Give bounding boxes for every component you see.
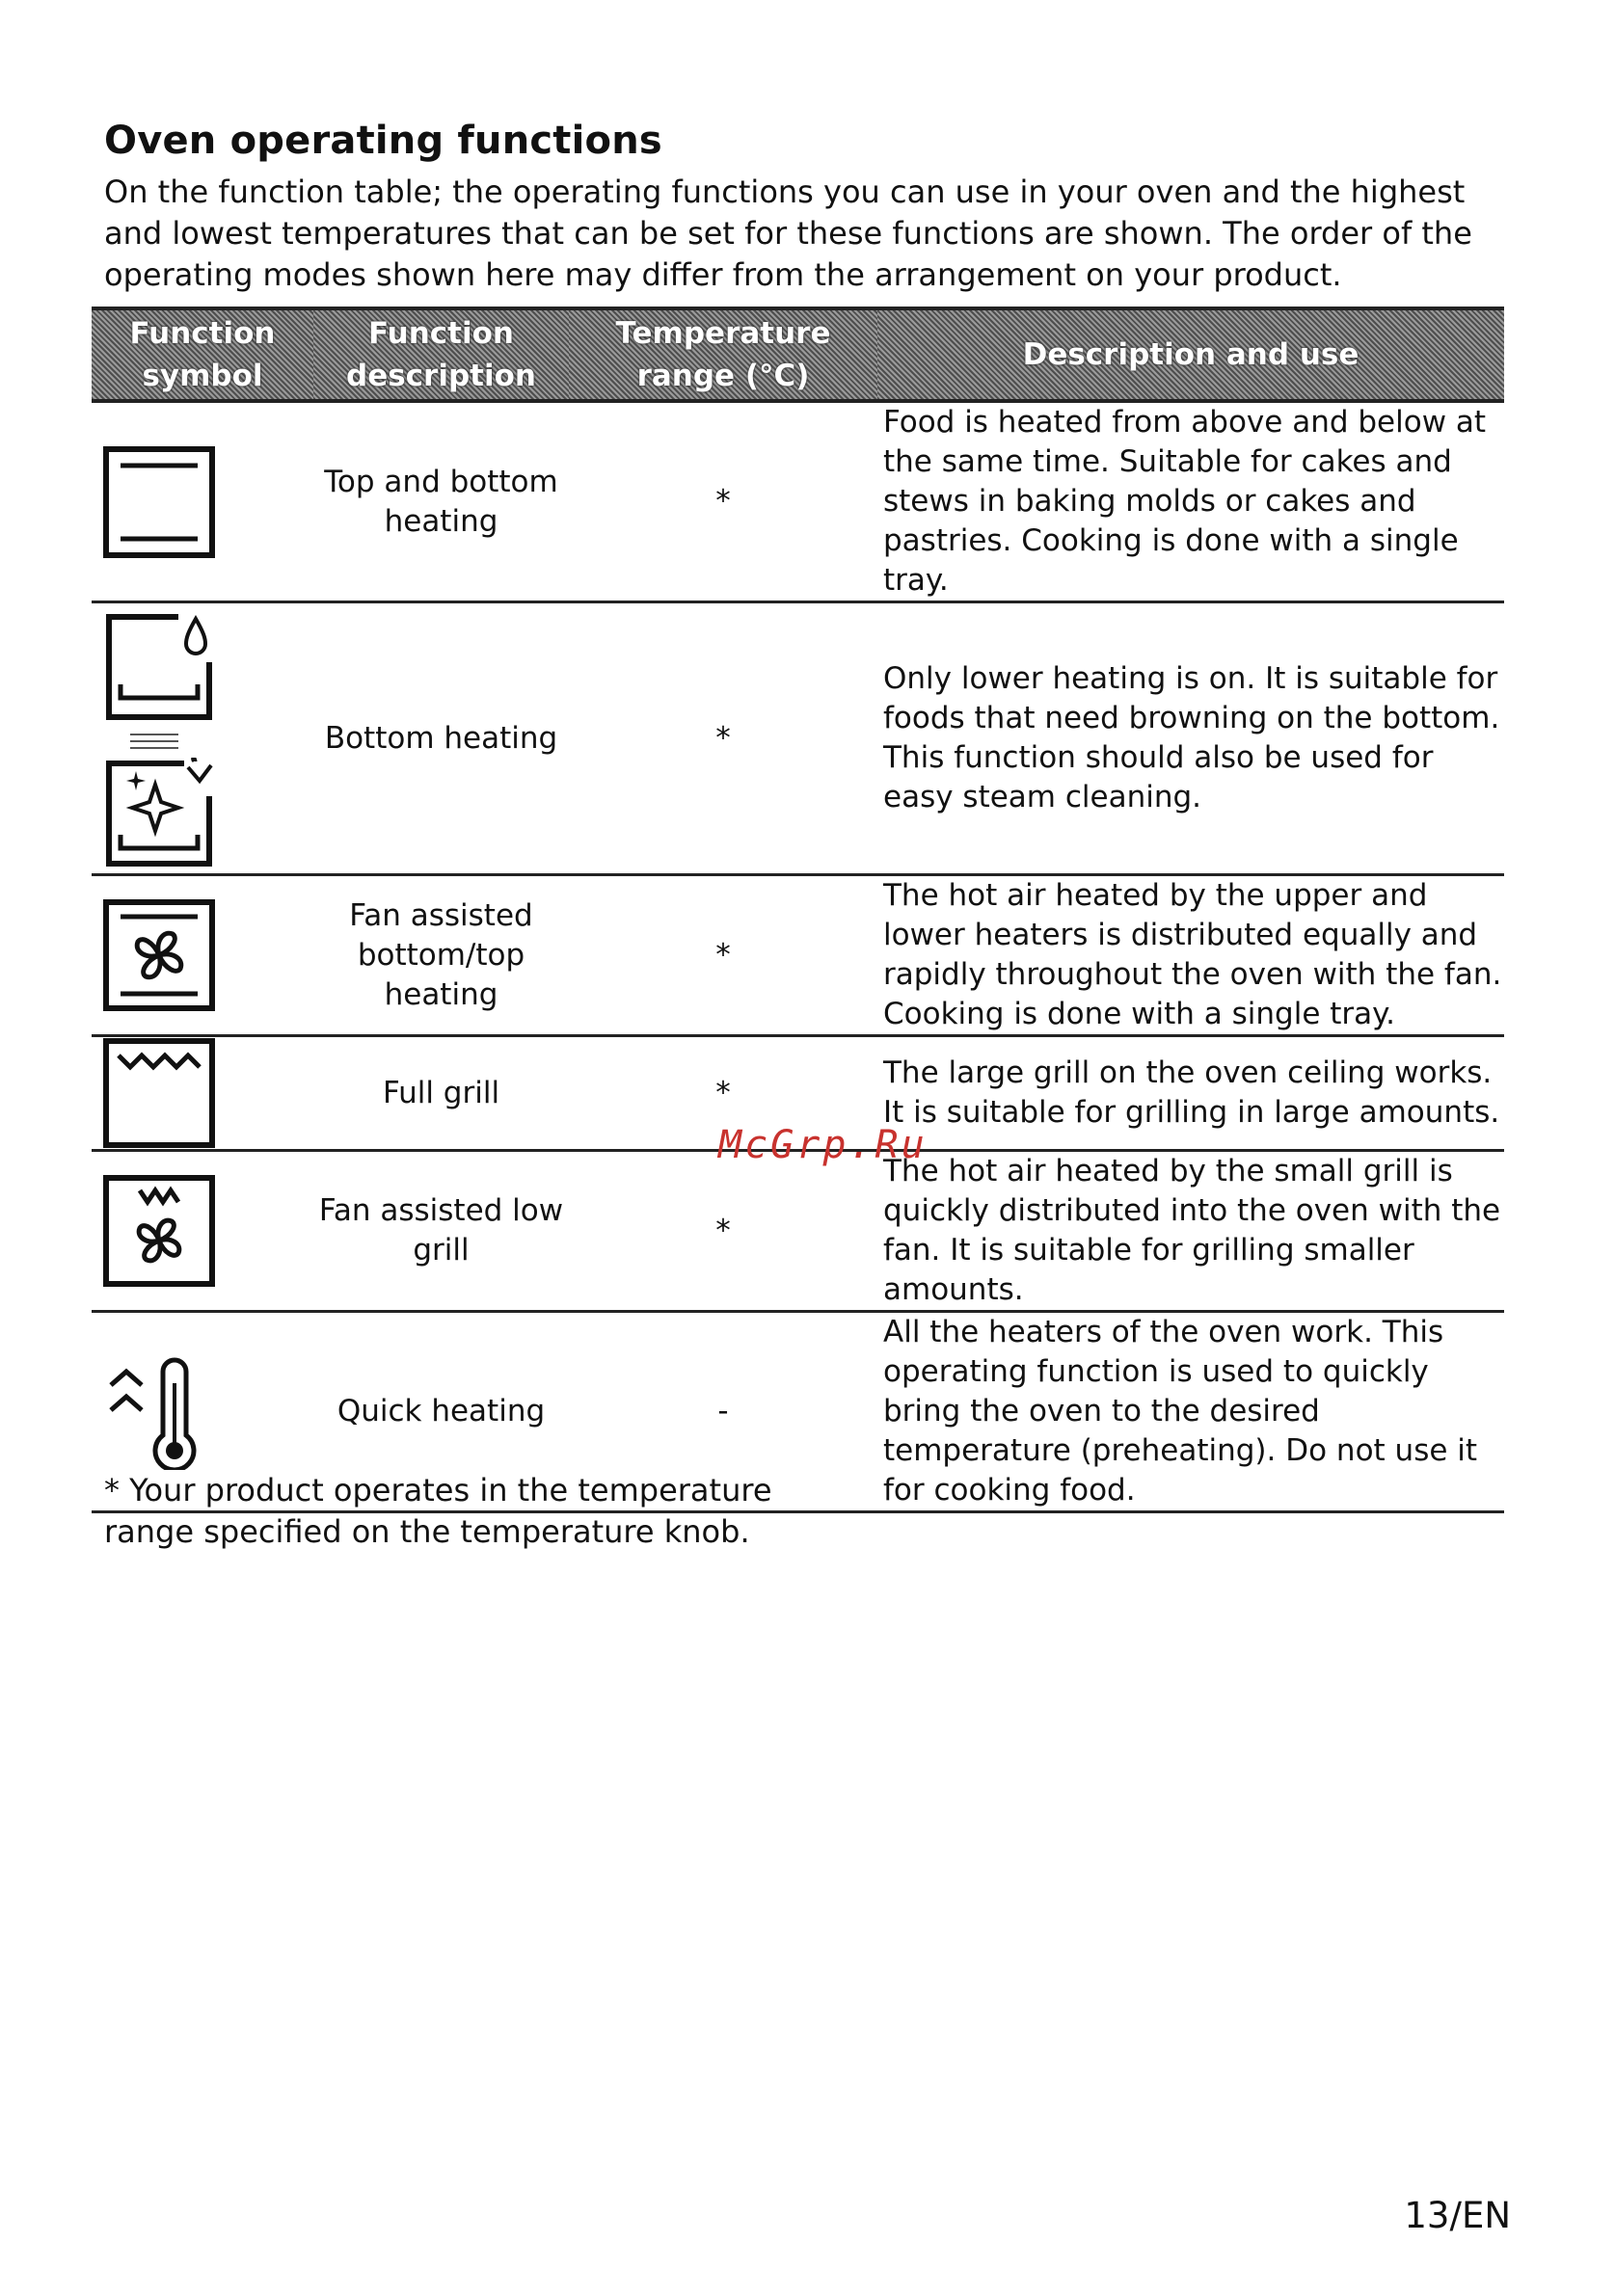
function-name: Bottom heating [313, 602, 569, 875]
quick-heating-icon [101, 1354, 217, 1470]
separator-icon [101, 731, 217, 752]
temperature-range: * [569, 602, 877, 875]
header-symbol: Function symbol [92, 308, 313, 401]
function-use: Food is heated from above and below at the same time. Suitable for cakes and stews in baking molds or cakes and pastries. Cooking is done with a single tray. [877, 401, 1504, 602]
table-row [92, 401, 1504, 602]
section-title: Oven operating functions [104, 119, 662, 163]
table-row [92, 602, 1504, 875]
table-header-row [92, 308, 1504, 401]
fan-assisted-low-grill-icon [101, 1173, 217, 1289]
function-name: Top and bottom heating [313, 401, 569, 602]
steam-cleaning-icon [101, 758, 217, 868]
table-row [92, 875, 1504, 1036]
temperature-range: - [569, 1312, 877, 1512]
temperature-range: * [569, 401, 877, 602]
function-use: The large grill on the oven ceiling works. It is suitable for grilling in large amounts. [877, 1036, 1504, 1151]
functions-table [92, 307, 1504, 1513]
table-row [92, 1151, 1504, 1312]
function-name: Full grill [313, 1036, 569, 1151]
temperature-range: * [569, 1036, 877, 1151]
function-name: Fan assisted low grill [313, 1151, 569, 1312]
temperature-range: * [569, 875, 877, 1036]
fan-assisted-bottom-top-heating-icon [101, 897, 217, 1013]
header-temperature: Temperature range (°C) [569, 308, 877, 401]
function-name: Fan assisted bottom/top heating [313, 875, 569, 1036]
top-bottom-heating-icon [101, 444, 217, 560]
bottom-heating-icon [101, 609, 217, 725]
watermark: McGrp.Ru [718, 1123, 928, 1167]
full-grill-icon [101, 1038, 217, 1149]
function-use: All the heaters of the oven work. This operating function is used to quickly bring the oven to the desired temperature (preheating). Do not use it for cooking food. [877, 1312, 1504, 1512]
header-description: Function description [313, 308, 569, 401]
function-use: The hot air heated by the small grill is quickly distributed into the oven with the fan. It is suitable for grilling smaller amounts. [877, 1151, 1504, 1312]
temperature-range: * [569, 1151, 877, 1312]
header-use: Description and use [877, 308, 1504, 401]
intro-paragraph: On the function table; the operating functions you can use in your oven and the highest and lowest temperatures that can be set for these functions are shown. The order of the operating modes shown here may differ from the arrangement on your product. [104, 174, 1472, 293]
footnote: * Your product operates in the temperature range specified on the temperature knob. [104, 1472, 772, 1550]
function-use: The hot air heated by the upper and lower heaters is distributed equally and rapidly throughout the oven with the fan. Cooking is done with a single tray. [877, 875, 1504, 1036]
page-number: 13/EN [1404, 2195, 1511, 2236]
function-name: Quick heating [313, 1312, 569, 1512]
function-use: Only lower heating is on. It is suitable for foods that need browning on the bottom. This function should also be used for easy steam cleaning. [877, 602, 1504, 875]
